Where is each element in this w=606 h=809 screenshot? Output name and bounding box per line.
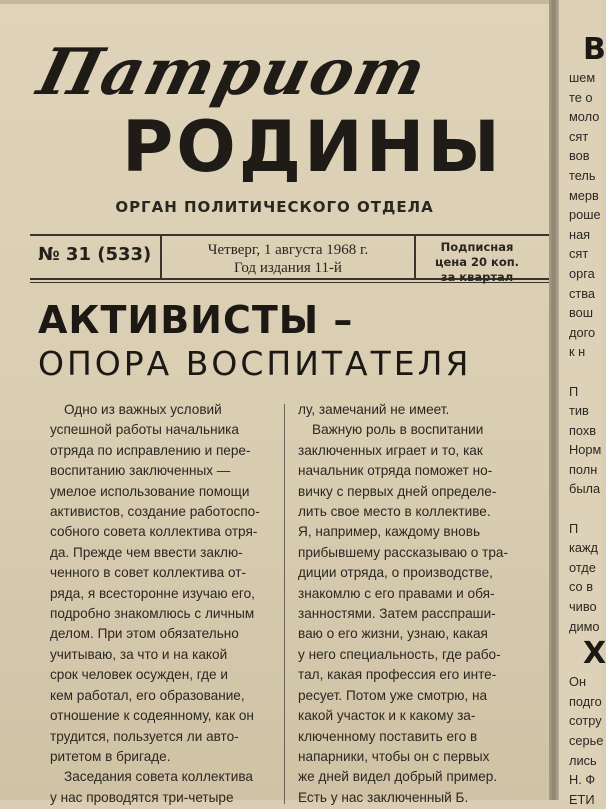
adjacent-text-line: была [569, 481, 601, 497]
article-line: Есть у нас заключенный Б. [298, 789, 469, 805]
adjacent-text-line: Н. Ф [569, 772, 596, 788]
article-line: вичку с первых дней определе- [298, 483, 497, 499]
adjacent-text-line: ная [569, 226, 591, 242]
masthead-block-title: РОДИНЫ [122, 106, 503, 188]
article-line: подробно знакомлюсь с личным [50, 606, 255, 622]
adjacent-text-line: Он [569, 674, 587, 690]
issue-date [168, 241, 408, 277]
article-line: отношение к содеянному, как он [50, 708, 254, 724]
adjacent-text-line: ства [569, 285, 596, 301]
adjacent-text-line: П [569, 520, 579, 536]
masthead-script-title: Патриот [30, 35, 435, 110]
article-line: ваю о его жизни, узнаю, какая [298, 626, 488, 642]
article-line: делом. При этом обязательно [50, 626, 239, 642]
article-line: Я, например, каждому вновь [298, 524, 481, 540]
adjacent-heading-letter: Х [583, 636, 606, 672]
adjacent-text-line [559, 499, 601, 519]
column-divider [284, 404, 285, 804]
price-line: цена 20 коп. [434, 255, 520, 269]
article-line: знакомлю с его правами и обя- [298, 585, 495, 601]
adjacent-page-fragment [559, 0, 606, 807]
adjacent-text-line: кажд [569, 540, 599, 556]
adjacent-text-line: орга [569, 265, 595, 281]
adjacent-text-line: отде [569, 559, 596, 575]
adjacent-text-line: мерв [569, 187, 599, 203]
article-column-left [50, 400, 272, 808]
adjacent-text-line: дого [569, 324, 596, 340]
article-line: Одно из важных условий [64, 402, 222, 417]
article-line: занностями. Затем расспраши- [298, 606, 496, 622]
article-line: кем работал, его образование, [50, 687, 245, 703]
article-line: собного совета коллектива отря- [50, 524, 258, 540]
article-line: же дней видел добрый пример. [298, 769, 498, 785]
article-line: трудится, пользуется ли авто- [50, 728, 239, 744]
article-line: какой участок и к какому за- [298, 708, 476, 724]
adjacent-text-line: ЕТИ [569, 791, 595, 807]
article-line: ключенному поставить его в [298, 728, 478, 744]
article-line: воспитанию заключенных — [50, 463, 231, 479]
price-line: Подписная [440, 240, 514, 254]
adjacent-text-line: те о [569, 89, 593, 105]
headline-line-1: АКТИВИСТЫ – [38, 298, 354, 342]
adjacent-text-line: чиво [569, 599, 597, 615]
article-line: ресует. Потом уже смотрю, на [298, 687, 488, 703]
year-line: Год издания 11-й [234, 260, 342, 276]
adjacent-text-line: к н [569, 344, 586, 360]
price-line: за квартал [440, 270, 514, 284]
adjacent-heading-letter: В [583, 32, 606, 67]
top-edge [0, 0, 549, 4]
headline-line-2: ОПОРА ВОСПИТАТЕЛЯ [38, 344, 472, 383]
info-bar-divider-left [160, 236, 162, 278]
article-line: заключенных играет и то, как [298, 442, 483, 458]
article-column-right [298, 400, 534, 808]
info-bar-top-rule [30, 234, 549, 236]
adjacent-text-line [559, 362, 601, 382]
adjacent-text-line: подго [569, 693, 602, 709]
date-line: Четверг, 1 августа 1968 г. [207, 242, 369, 258]
adjacent-text-line: П [569, 383, 579, 399]
adjacent-text-line: лись [569, 752, 597, 768]
adjacent-text-line: полн [569, 461, 598, 477]
article-line: напарники, чтобы он с первых [298, 748, 490, 764]
article-line: активистов, создание работоспо- [50, 504, 260, 520]
issue-number: № 31 (533) [38, 244, 152, 265]
adjacent-text-line: похв [569, 422, 597, 438]
article-line: начальник отряда поможет но- [298, 463, 493, 479]
masthead-subtitle: ОРГАН ПОЛИТИЧЕСКОГО ОТДЕЛА [115, 198, 434, 216]
adjacent-text-line: сотру [569, 713, 602, 729]
article-line: успешной работы начальника [50, 422, 239, 438]
article-line: у него специальность, где рабо- [298, 646, 501, 662]
article-line: срок человек осужден, где и [50, 667, 228, 683]
article-line: тал, какая профессия его инте- [298, 667, 497, 683]
adjacent-text-line: шем [569, 70, 596, 85]
page-fold [549, 0, 559, 800]
adjacent-text-line: сят [569, 246, 589, 262]
adjacent-text-line: вов [569, 148, 590, 164]
article-line: диции отряда, о производстве, [298, 565, 493, 581]
subscription-price [412, 240, 542, 285]
article-line: Заседания совета коллектива [64, 769, 253, 785]
adjacent-text-line: вош [569, 305, 594, 321]
adjacent-text-line: Норм [569, 442, 602, 458]
article-line: лу, замечаний не имеет. [298, 402, 450, 417]
article-line: ченного в совет коллектива от- [50, 565, 247, 581]
adjacent-text-line: тель [569, 167, 596, 183]
article-line: да. Прежде чем ввести заклю- [50, 544, 243, 560]
article-line: Важную роль в воспитании [312, 422, 484, 438]
adjacent-text-line: серье [569, 733, 604, 748]
adjacent-text-line: тив [569, 403, 589, 419]
article-line: ритетом в бригаде. [50, 748, 171, 764]
article-line: прибывшему рассказываю о тра- [298, 544, 509, 560]
adjacent-text-line: сят [569, 128, 589, 144]
adjacent-text-line: со в [569, 579, 594, 595]
adjacent-text-line: моло [569, 109, 600, 125]
article-line: ряда, я всесторонне изучаю его, [50, 585, 255, 601]
article-line: лить свое место в коллективе. [298, 504, 491, 520]
article-line: отряда по исправлению и пере- [50, 442, 251, 458]
adjacent-text-line: димо [569, 618, 600, 634]
article-line: учитываю, за что и на какой [50, 646, 228, 662]
adjacent-text-line: роше [569, 207, 601, 223]
article-line: умелое использование помощи [50, 483, 250, 499]
article-line: у нас проводятся три-четыре [50, 789, 234, 805]
